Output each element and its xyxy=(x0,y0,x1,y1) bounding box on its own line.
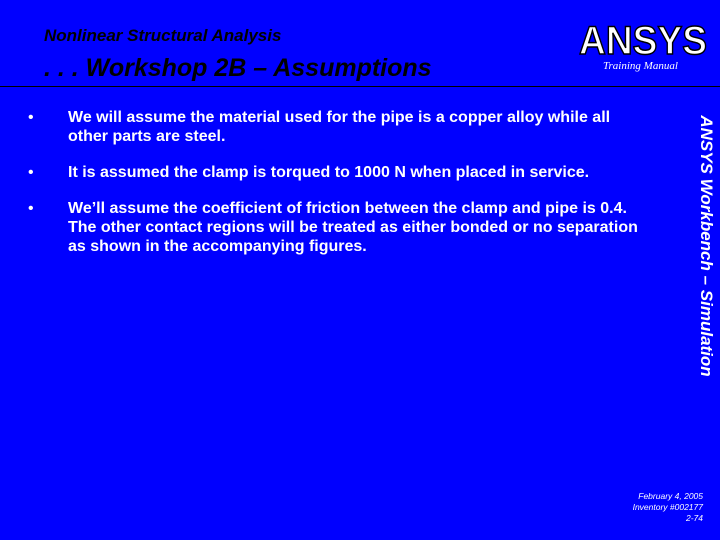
footer-date: February 4, 2005 xyxy=(638,491,703,501)
header-subtitle: . . . Workshop 2B – Assumptions xyxy=(44,54,432,82)
header-divider xyxy=(0,86,720,87)
bullet-text: We will assume the material used for the pipe is a copper alloy while all other parts are steel. xyxy=(68,109,611,145)
footer-inventory: Inventory #002177 xyxy=(632,502,703,512)
training-manual-label: Training Manual xyxy=(603,60,678,72)
bullet-text: We’ll assume the coefficient of friction between the clamp and pipe is 0.4. The other contact regions will be treated as either bonded or no separation as shown in the accompanying figures. xyxy=(68,200,638,255)
ansys-logo-text: ANSYS xyxy=(579,19,707,60)
bullet-marker: • xyxy=(28,109,34,126)
bullet-marker: • xyxy=(28,200,34,217)
bullet-item-torque xyxy=(28,163,638,182)
ansys-logo xyxy=(577,18,709,60)
bullet-item-material xyxy=(28,108,638,146)
bullet-list xyxy=(28,108,638,273)
bullet-item-friction xyxy=(28,199,638,256)
bullet-marker: • xyxy=(28,164,34,181)
bullet-text: It is assumed the clamp is torqued to 1000 N when placed in service. xyxy=(68,164,590,181)
footer-page-number: 2-74 xyxy=(685,513,703,523)
header-title: Nonlinear Structural Analysis xyxy=(44,26,282,45)
footer xyxy=(633,491,703,524)
side-label: ANSYS Workbench – Simulation xyxy=(697,115,716,377)
